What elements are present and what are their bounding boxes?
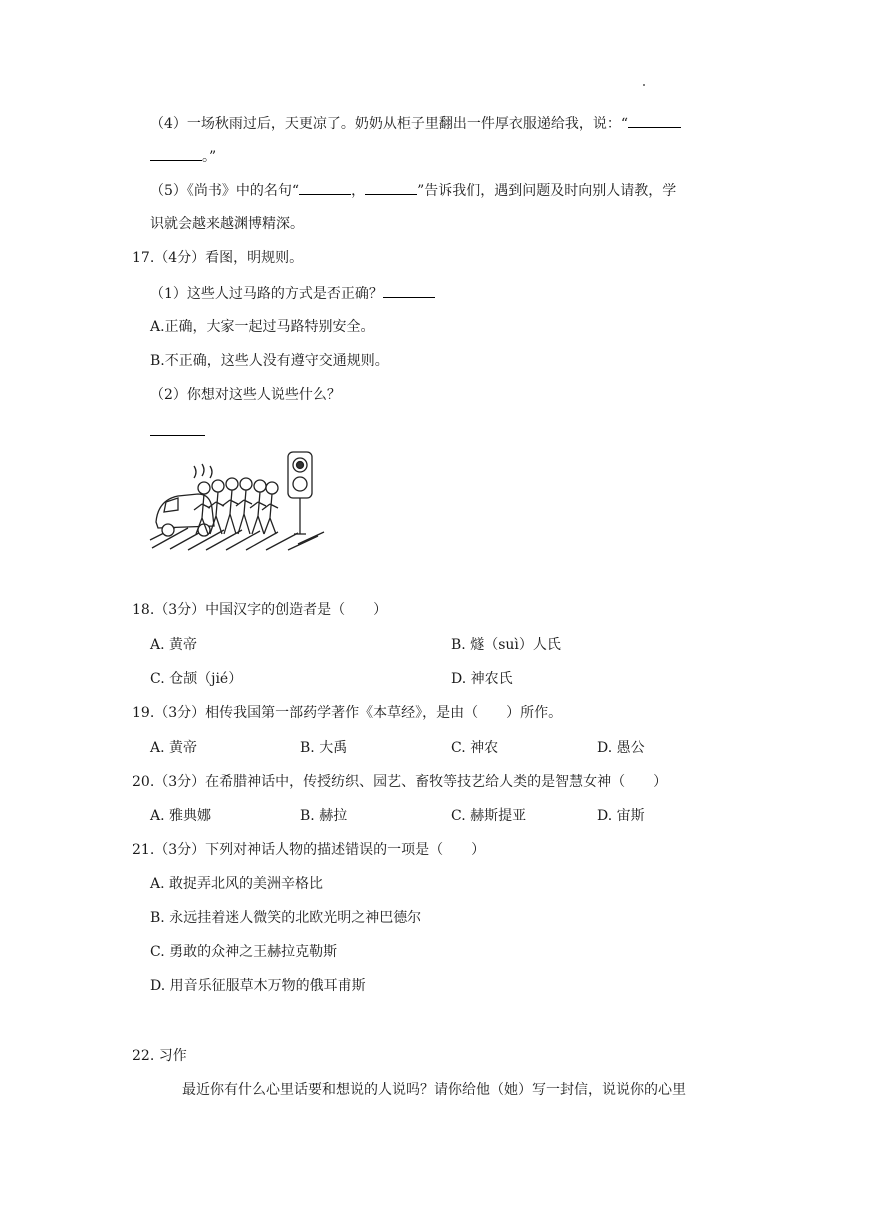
q17-option-b: B.不正确，这些人没有遵守交通规则。: [150, 353, 389, 369]
q21-stem: 21.（3分）下列对神话人物的描述错误的一项是（ ）: [132, 842, 486, 858]
q17-sub2-blank[interactable]: [150, 435, 205, 436]
page-mark: [643, 84, 645, 86]
q19-option-d: D. 愚公: [597, 740, 645, 756]
q16-item4-blank[interactable]: [628, 113, 681, 128]
q19-stem: 19.（3分）相传我国第一部药学著作《本草经》，是由（ ）所作。: [132, 705, 563, 721]
q22-prompt: 最近你有什么心里话要和想说的人说吗？请你给他（她）写一封信，说说你的心里: [182, 1082, 686, 1098]
q18-option-c: C. 仓颉（jié）: [150, 671, 243, 687]
q16-item5-blank-2[interactable]: [365, 180, 417, 195]
q20-stem: 20.（3分）在希腊神话中，传授纺织、园艺、畜牧等技艺给人类的是智慧女神（ ）: [132, 774, 668, 790]
q20-option-a: A. 雅典娜: [150, 808, 212, 824]
q21-option-c: C. 勇敢的众神之王赫拉克勒斯: [150, 944, 338, 960]
q16-item5-line1: （5）《尚书》中的名句“ ， ”告诉我们，遇到问题及时向别人请教，学: [150, 180, 676, 201]
q17-sub1: （1）这些人过马路的方式是否正确？: [150, 283, 435, 304]
q21-option-b: B. 永远挂着迷人微笑的北欧光明之神巴德尔: [150, 910, 422, 926]
q16-item5-blank-1[interactable]: [299, 180, 351, 195]
q17-sub1-blank[interactable]: [383, 283, 435, 298]
q18-option-a: A. 黄帝: [150, 637, 198, 653]
q18-stem: 18.（3分）中国汉字的创造者是（ ）: [132, 602, 388, 618]
q17-stem: 17.（4分）看图，明规则。: [132, 250, 304, 266]
q16-item4-line1: （4）一场秋雨过后，天更凉了。奶奶从柜子里翻出一件厚衣服递给我，说：“: [150, 113, 681, 134]
q21-option-a: A. 敢捉弄北风的美洲辛格比: [150, 876, 324, 892]
q16-item5-line2: 识就会越来越渊博精深。: [150, 216, 304, 232]
q16-item4-line2: 。”: [150, 146, 216, 167]
q16-item4-blank-cont[interactable]: [150, 146, 202, 161]
q20-option-b: B. 赫拉: [300, 808, 348, 824]
crosswalk-illustration: [148, 448, 326, 554]
q19-option-c: C. 神农: [451, 740, 499, 756]
q20-option-c: C. 赫斯提亚: [451, 808, 527, 824]
q17-option-a: A.正确，大家一起过马路特别安全。: [150, 319, 375, 335]
q17-sub2: （2）你想对这些人说些什么？: [150, 387, 341, 403]
q19-option-b: B. 大禹: [300, 740, 348, 756]
q22-stem: 22. 习作: [132, 1048, 187, 1064]
q18-option-d: D. 神农氏: [451, 671, 513, 687]
q21-option-d: D. 用音乐征服草木万物的俄耳甫斯: [150, 978, 366, 994]
q19-option-a: A. 黄帝: [150, 740, 198, 756]
q20-option-d: D. 宙斯: [597, 808, 645, 824]
q18-option-b: B. 燧（suì）人氏: [451, 637, 561, 653]
